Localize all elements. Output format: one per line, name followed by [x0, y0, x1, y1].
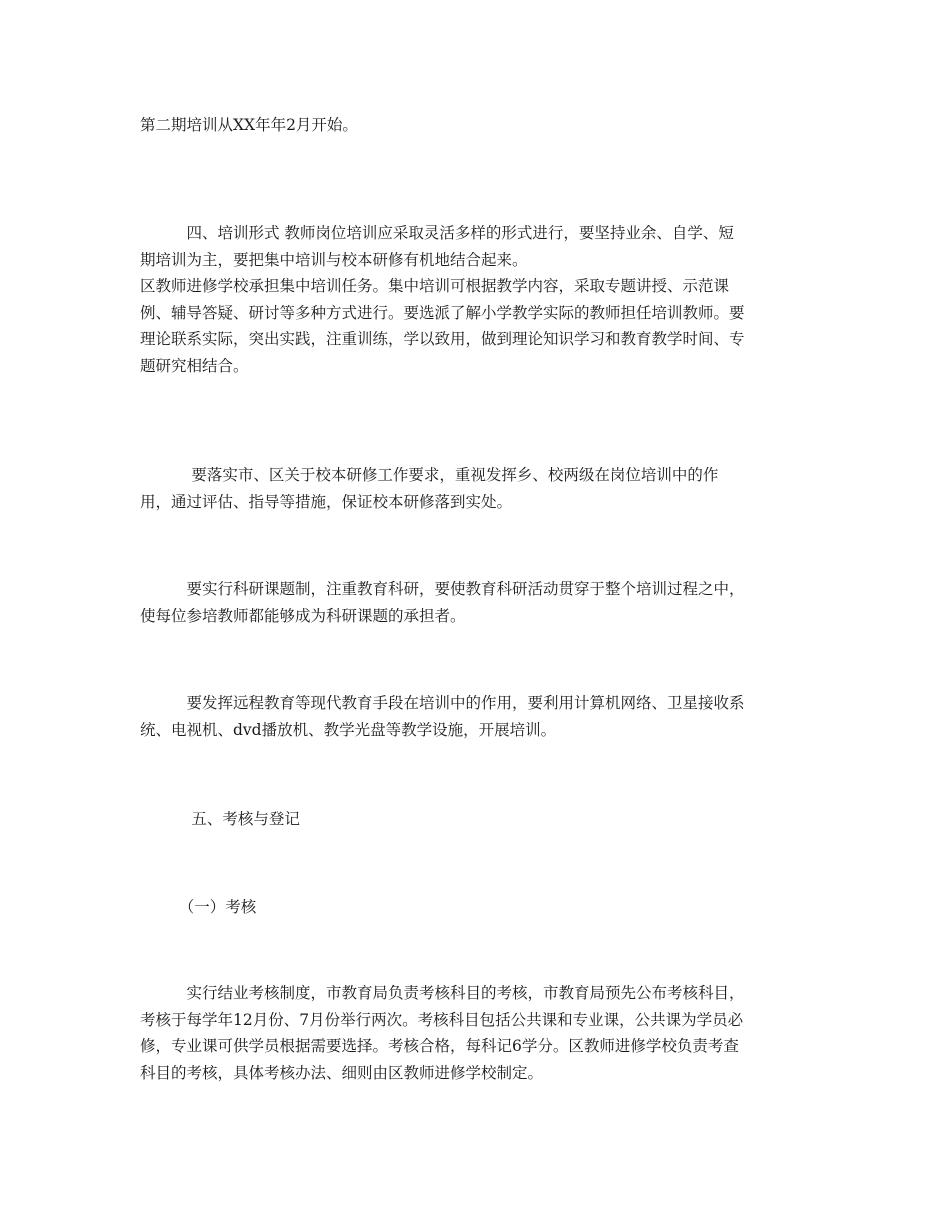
text-line: 题研究相结合。	[140, 356, 249, 375]
heading-assessment-registration	[140, 806, 820, 833]
paragraph-research-projects	[140, 576, 820, 629]
text-line: 考核于每学年12月份、7月份举行两次。考核科目包括公共课和专业课，公共课为学员必	[140, 1010, 744, 1029]
paragraph-training-format	[140, 220, 820, 379]
text-line: 用，通过评估、指导等措施，保证校本研修落到实处。	[140, 492, 513, 511]
text-line: 五、考核与登记	[140, 810, 300, 828]
text-line: 科目的考核，具体考核办法、细则由区教师进修学校制定。	[140, 1063, 544, 1082]
text-line: 统、电视机、dvd播放机、教学光盘等教学设施，开展培训。	[140, 720, 557, 739]
text-line: 实行结业考核制度，市教育局负责考核科目的考核，市教育局预先公布考核科目，	[140, 984, 745, 1002]
paragraph-phase-two-start	[140, 112, 820, 139]
text-line: 例、辅导答疑、研讨等多种方式进行。要选派了解小学教学实际的教师担任培训教师。要	[140, 303, 745, 322]
text-line: 使每位参培教师都能够成为科研课题的承担者。	[140, 606, 466, 625]
paragraph-remote-education	[140, 690, 820, 743]
text-line: 四、培训形式 教师岗位培训应采取灵活多样的形式进行，要坚持业余、自学、短	[140, 224, 734, 242]
text-line: 区教师进修学校承担集中培训任务。集中培训可根据教学内容，采取专题讲授、示范课	[140, 277, 730, 295]
text-line: 期培训为主，要把集中培训与校本研修有机地结合起来。	[140, 250, 528, 269]
text-line: （一）考核	[140, 898, 257, 916]
subheading-assessment	[140, 894, 820, 921]
text-line: 修，专业课可供学员根据需要选择。考核合格，每科记6学分。区教师进修学校负责考查	[140, 1037, 739, 1055]
paragraph-school-based-research	[140, 462, 820, 515]
text-line: 要发挥远程教育等现代教育手段在培训中的作用，要利用计算机网络、卫星接收系	[140, 694, 745, 712]
text-line: 第二期培训从XX年年2月开始。	[140, 116, 358, 134]
text-line: 要落实市、区关于校本研修工作要求，重视发挥乡、校两级在岗位培训中的作	[140, 466, 719, 484]
paragraph-assessment-system	[140, 980, 820, 1086]
text-line: 要实行科研课题制，注重教育科研，要使教育科研活动贯穿于整个培训过程之中，	[140, 580, 745, 598]
text-line: 理论联系实际，突出实践，注重训练，学以致用，做到理论知识学习和教育教学时间、专	[140, 330, 745, 348]
